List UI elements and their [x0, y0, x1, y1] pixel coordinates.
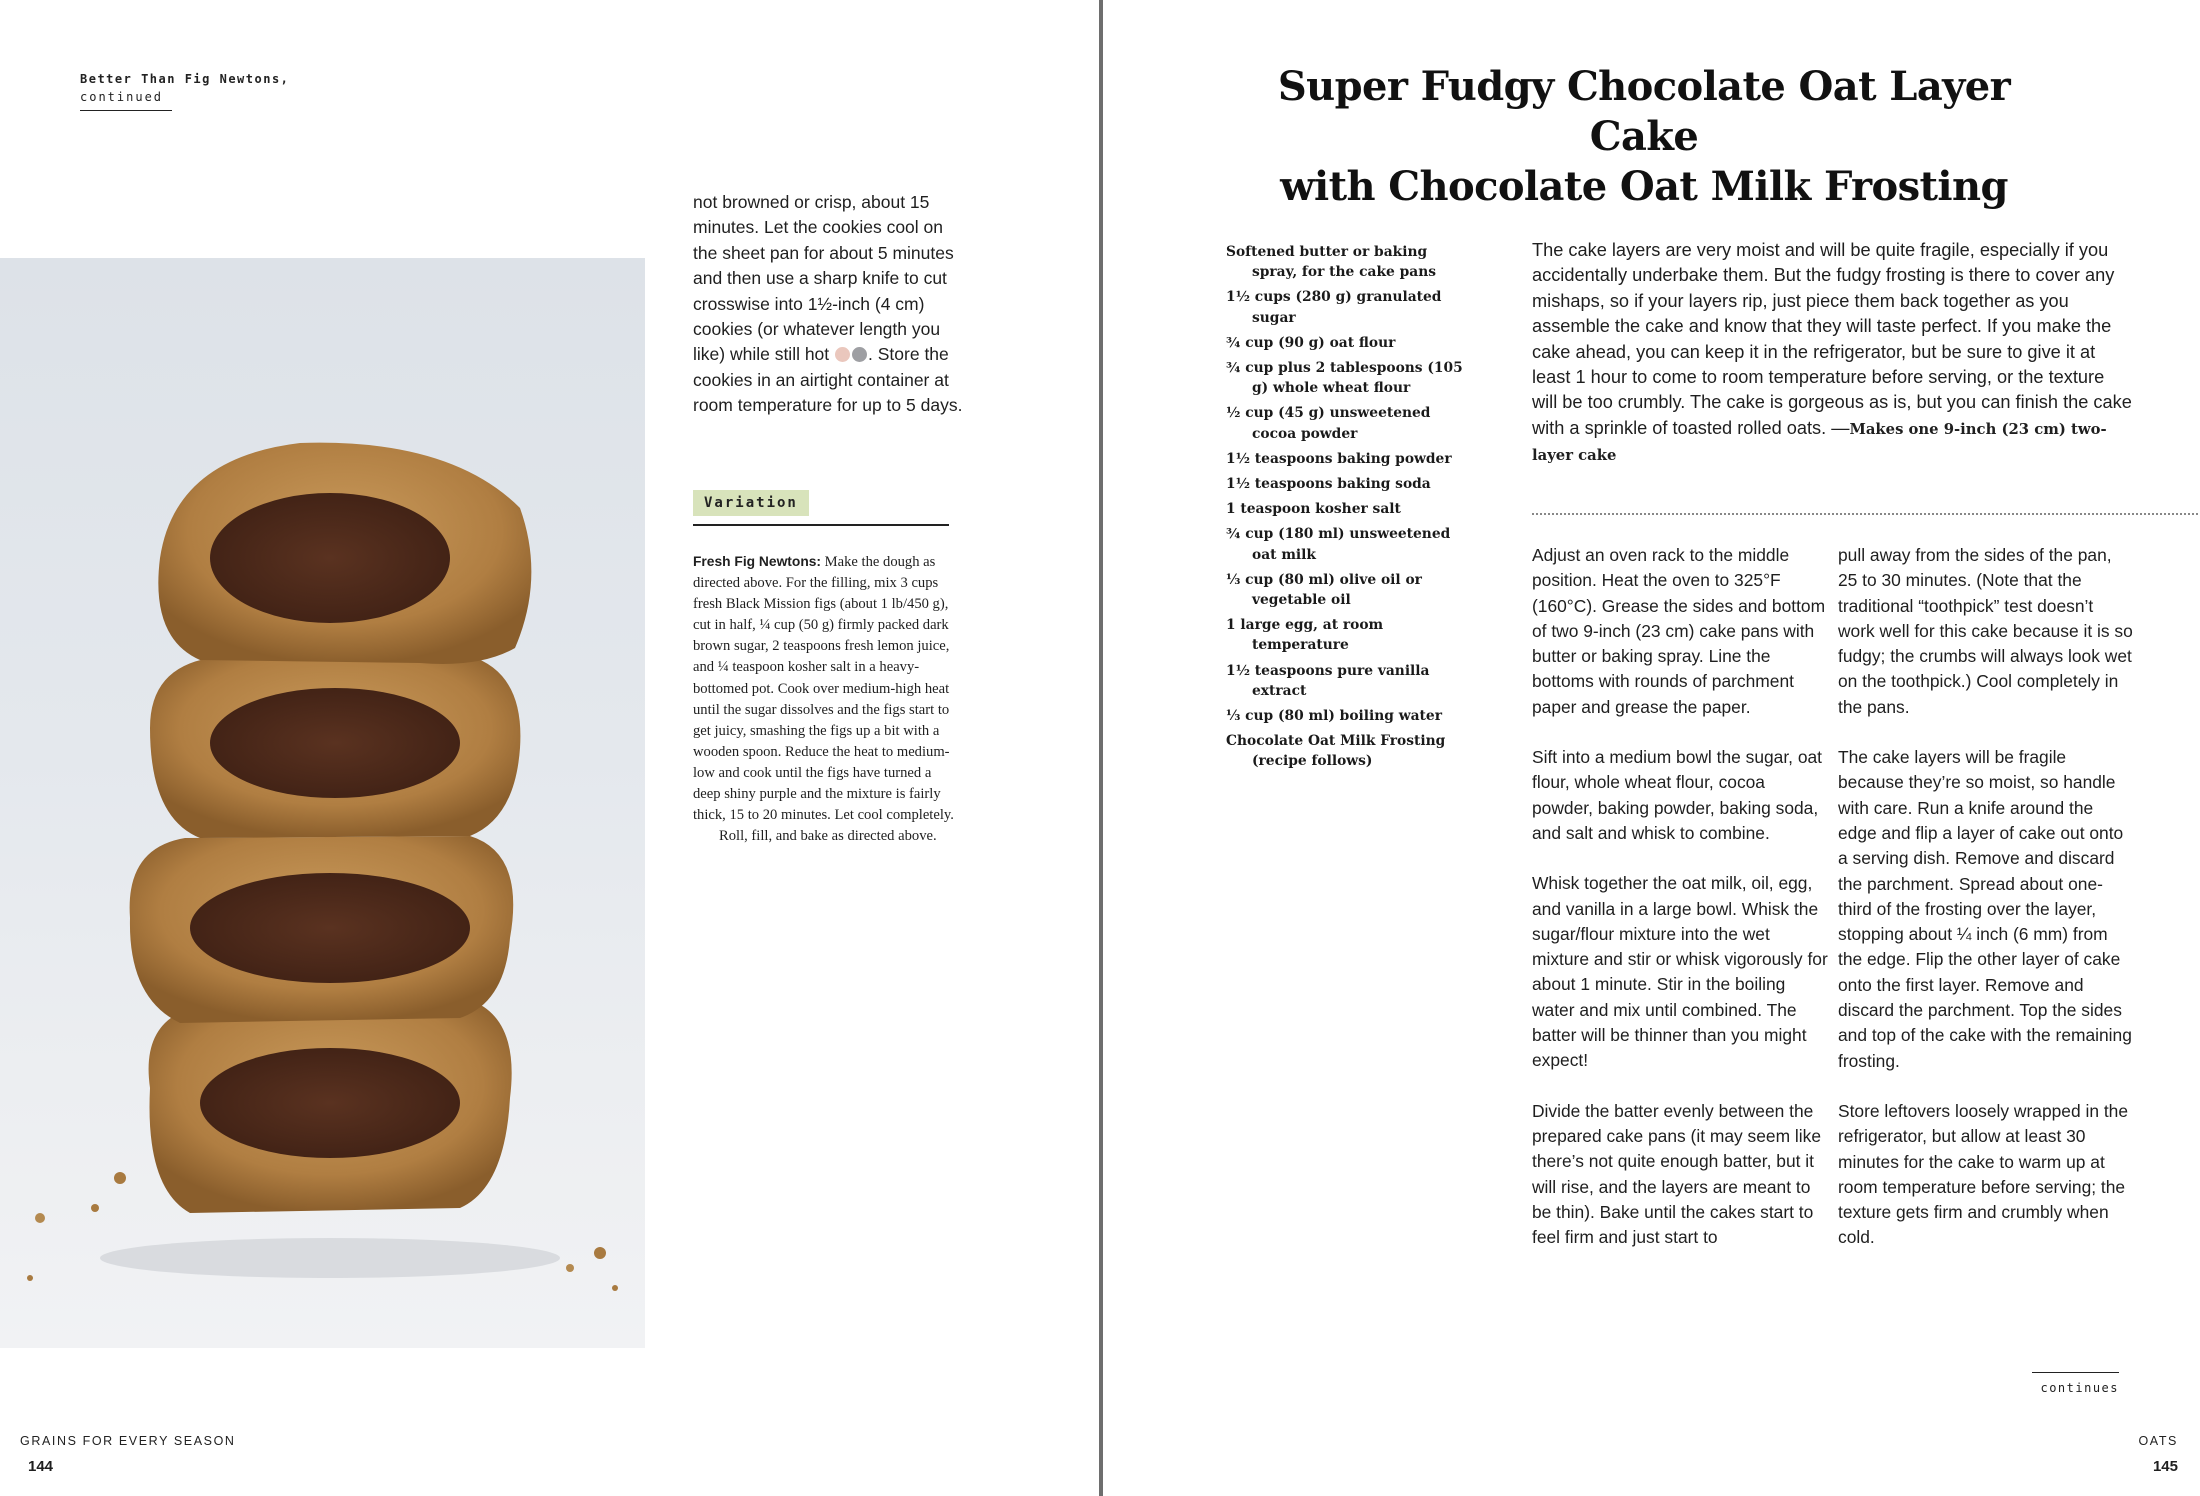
footer-section-name: OATS [2138, 1434, 2178, 1448]
variation-text: Make the dough as directed above. For the filling, mix 3 cups fresh Black Mission figs (about 1 lb/450 g), cut in half, ¼ cup (50 g) firmly packed dark brown sugar, 2 teaspoons fresh lemon juice, and ¼ teaspoon kosher salt in a heavy-bottomed pot. Cook over medium-high heat until the sugar dissolves and the figs start to get juicy, smashing the figs up a bit with a wooden spoon. Reduce the heat to medium-low and cook until the figs have turned a deep shiny purple and the mixture is fairly thick, 15 to 20 minutes. Let cool completely. [693, 554, 954, 824]
pink-dot-icon [835, 347, 850, 362]
method-step: Sift into a medium bowl the sugar, oat flour, whole wheat flour, cocoa powder, baking powder, baking soda, and salt and whisk to combine. [1532, 747, 1823, 843]
recipe-title-line-1: Super Fudgy Chocolate Oat Layer Cake [1277, 63, 2011, 160]
headnote-text: The cake layers are very moist and will be quite fragile, especially if you accidentally underbake them. But the fudgy frosting is there to cover any mishaps, so if your layers rip, just piece them back together as you assemble the cake and know that they will taste perfect. If you make the cake ahead, you can keep it in the refrigerator, but be sure to give it at least 1 hour to come to room temperature before serving, or the texture will be too crumbly. The cake is gorgeous as is, but you can finish the cake with a sprinkle of toasted rolled oats. — [1532, 240, 2132, 438]
footer-section-name: GRAINS FOR EVERY SEASON [20, 1434, 236, 1448]
method-column-2 [1838, 543, 2134, 1276]
method-column-1 [1532, 543, 1828, 1275]
right-footer [2138, 1434, 2178, 1475]
variation-lead: Fresh Fig Newtons: [693, 554, 822, 569]
ingredient: ¾ cup (180 ml) unsweetened oat milk [1226, 526, 1451, 563]
ingredient: 1½ teaspoons pure vanilla extract [1226, 662, 1430, 699]
continues-rule [2032, 1372, 2119, 1373]
method-step: The cake layers will be fragile because they’re so moist, so handle with care. Run a knife around the edge and flip a layer of cake out onto a serving dish. Remove and discard the parchment. Spread about one-third of the frosting over the layer, stopping about ¼ inch (6 mm) from the edge. Flip the other layer of cake onto the first layer. Remove and discard the parchment. Top the sides and top of the cake with the remaining frosting. [1838, 747, 2132, 1071]
ingredient: 1½ teaspoons baking powder [1226, 450, 1452, 467]
recipe-title-line-2: with Chocolate Oat Milk Frosting [1280, 163, 2008, 210]
book-gutter [1099, 0, 1103, 1496]
running-head [80, 72, 289, 111]
method-step: Whisk together the oat milk, oil, egg, and vanilla in a large bowl. Whisk the sugar/flour mixture into the wet mixture and stir or whisk vigorously for about 1 minute. Stir in the boiling water and mix until combined. The batter will be thinner than you might expect! [1532, 873, 1828, 1071]
variation-label: Variation [693, 490, 809, 516]
ingredient: ⅓ cup (80 ml) boiling water [1226, 708, 1442, 725]
ingredient: Chocolate Oat Milk Frosting (recipe follows) [1226, 733, 1446, 770]
recipe-yield: Makes one 9-inch (23 cm) two-layer cake [1532, 420, 2107, 465]
recipe-title [1244, 62, 2044, 212]
method-step: Adjust an oven rack to the middle position. Heat the oven to 325°F (160°C). Grease the sides and bottom of two 9-inch (23 cm) cake pans with butter or baking spray. Line the bottoms with rounds of parchment paper and grease the paper. [1532, 545, 1826, 717]
running-head-rule [80, 110, 172, 111]
continued-instructions [693, 190, 965, 419]
variation-rule [693, 524, 949, 526]
recipe-headnote [1532, 238, 2134, 469]
method-step: Store leftovers loosely wrapped in the refrigerator, but allow at least 30 minutes for the cake to warm up at room temperature before serving; the texture gets firm and crumbly when cold. [1838, 1100, 2129, 1248]
ingredient: Softened butter or baking spray, for the cake pans [1226, 244, 1436, 281]
continued-text-part2: . Store the cookies in an airtight container at room temperature for up to 5 days. [693, 344, 963, 416]
variation-body [693, 551, 955, 847]
right-page [1104, 0, 2200, 1496]
method-step: pull away from the sides of the pan, 25 to 30 minutes. (Note that the traditional “toothpick” test doesn’t work well for this cake because it is so fudgy; the crumbs will always look wet on the toothpick.) Cool completely in the pans. [1838, 545, 2133, 717]
ingredient-list [1226, 242, 1466, 777]
variation-header [693, 490, 949, 516]
running-head-title: Better Than Fig Newtons, [80, 72, 290, 86]
ingredient: 1½ cups (280 g) granulated sugar [1226, 289, 1442, 326]
method-step: Divide the batter evenly between the prepared cake pans (it may seem like there’s not quite enough batter, but it will rise, and the layers are meant to be thin). Bake until the cakes start to feel firm and just start to [1532, 1100, 1822, 1248]
ingredient: ¾ cup plus 2 tablespoons (105 g) whole wheat flour [1226, 360, 1463, 397]
gray-dot-icon [852, 347, 867, 362]
ingredient: ½ cup (45 g) unsweetened cocoa powder [1226, 405, 1431, 442]
ingredient: 1½ teaspoons baking soda [1226, 476, 1431, 493]
running-head-subtitle: continued [80, 90, 164, 104]
ingredient: 1 teaspoon kosher salt [1226, 501, 1401, 518]
page-number: 145 [2152, 1458, 2178, 1475]
continues-marker [2032, 1372, 2119, 1395]
dotted-divider [1532, 513, 2200, 515]
page-number: 144 [28, 1458, 54, 1475]
continued-text-part1: not browned or crisp, about 15 minutes. Let the cookies cool on the sheet pan for about 5 minutes and then use a sharp knife to cut crosswise into 1½-inch (4 cm) cookies (or whatever length you like) while still hot [693, 192, 954, 365]
ingredient: 1 large egg, at room temperature [1226, 617, 1384, 654]
continues-label: continues [2040, 1381, 2119, 1395]
ingredient: ¾ cup (90 g) oat flour [1226, 334, 1396, 351]
ingredient: ⅓ cup (80 ml) olive oil or vegetable oil [1226, 571, 1422, 609]
left-footer [20, 1434, 236, 1475]
variation-text-2: Roll, fill, and bake as directed above. [719, 828, 937, 845]
cookie-stack-photo [0, 258, 645, 1348]
